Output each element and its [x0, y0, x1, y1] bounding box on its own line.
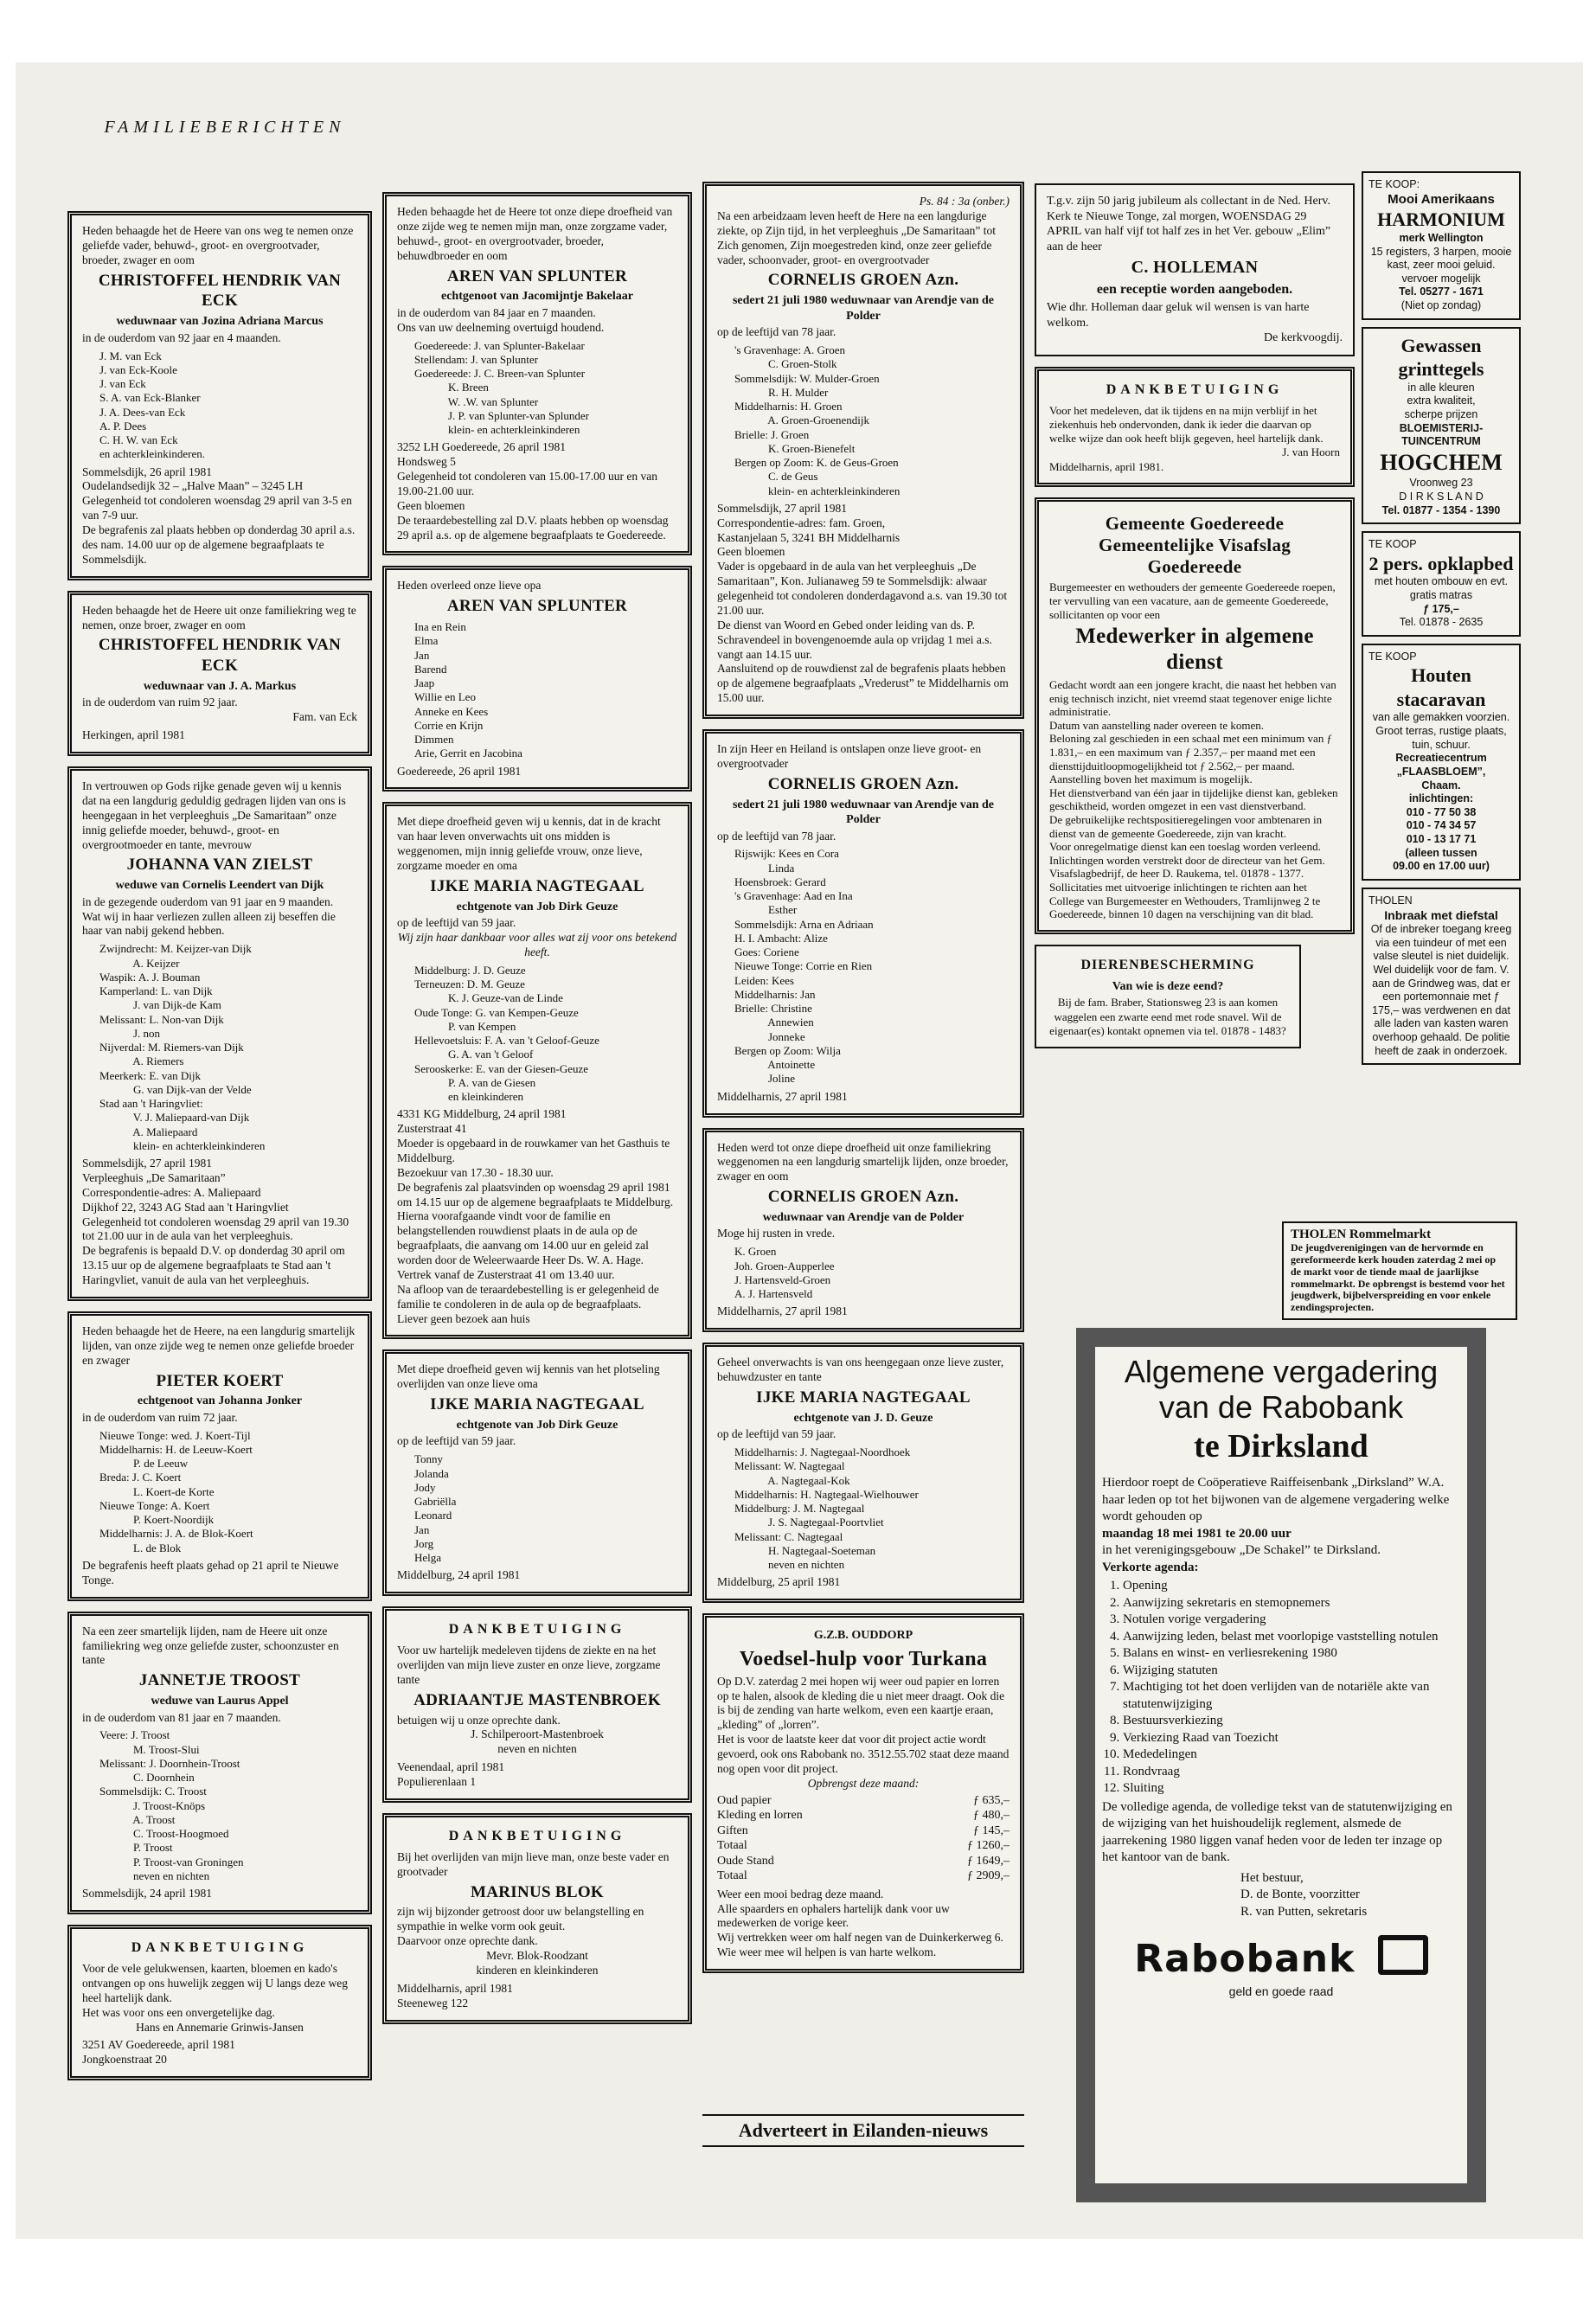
notice-subline: een receptie worden aangeboden. — [1096, 282, 1293, 297]
totals-row — [717, 1823, 1010, 1839]
notice-text-2: in de ouderdom van 92 jaar en 4 maanden. — [82, 330, 281, 344]
agenda-item: 2. Aanwijzing sekretaris en stemopnemers — [1123, 1595, 1460, 1612]
slogan: Adverteert in Eilanden-nieuws — [702, 2114, 1024, 2147]
notice-subline: weduwnaar van Jozina Adriana Marcus — [116, 315, 324, 329]
notice-text-2: zijn wij bijzonder getroost door uw belangstelling en sympathie in welke vorm ook geuit. Daarvoor onze oprechte dank. — [397, 1905, 644, 1948]
agenda-item: 6. Wijziging statuten — [1123, 1663, 1460, 1680]
classified-ad — [1362, 644, 1521, 881]
notice-family-list: Zwijndrecht: M. Keijzer-van Dijk A. Keijzer Waspik: A. J. Bouman Kamperland: L. van Dijk J. van Dijk-de Kam Melissant: L. Non-van Dijk J. non Nijverdal: M. Riemers-van Dijk A. Riemers Meerkerk: E. van Dijk G. van Dijk-van der Velde Stad aan 't Haringvliet: V. J. Maliepaard-van Dijk A. Maliepaard klein- en achterkleinkinderen — [99, 942, 266, 1152]
notice-box — [382, 1606, 692, 1803]
ad-text-2: merk Wellington — [1399, 231, 1484, 244]
agenda-item: 11. Rondvraag — [1123, 1764, 1460, 1781]
jubileum-notice — [1035, 183, 1355, 356]
notice-name: IJKE MARIA NAGTEGAAL — [756, 1388, 971, 1407]
notice-family-list: Rijswijk: Kees en Cora Linda Hoensbroek: Gerard 's Gravenhage: Aad en Ina Esther Sommelsdijk: Arna en Adriaan H. I. Ambacht: Alize Goes: Coriene Nieuwe Tonge: Corrie en Rien Leiden: Kees Middelharnis: Jan Brielle: Christine Annewien Jonneke Bergen op Zoom: Wilja Antoinette Joline — [734, 847, 874, 1086]
notice-text: Voor het medeleven, dat ik tijdens en na mijn verblijf in het ziekenhuis heb ondervonden, dank ik ieder die daarvan op welke wijze dan ook heeft blijk gegeven, heel hartelijk dank. — [1049, 403, 1324, 445]
ad-title-2: HOGCHEM — [1380, 449, 1503, 475]
ad-title: HARMONIUM — [1377, 208, 1505, 231]
notice-title: DANKBETUIGING — [1106, 381, 1284, 397]
notice-text-2: Moge hij rusten in vrede. — [717, 1227, 836, 1240]
notice-footer: Middelharnis, 27 april 1981 — [717, 1089, 848, 1103]
ad-heading: TE KOOP — [1368, 538, 1417, 551]
notice-subline: Van wie is deze eend? — [1112, 979, 1224, 993]
totals-value: ƒ 635,– — [973, 1793, 1010, 1807]
notice-text-2: in de ouderdom van ruim 72 jaar. — [82, 1410, 238, 1424]
notice-title: DANKBETUIGING — [448, 1828, 626, 1843]
notice-subline: sedert 21 juli 1980 weduwnaar van Arendje van de Polder — [732, 798, 995, 826]
agenda-item: 7. Machtiging tot het doen verlijden van de notariële akte van statutenwijziging — [1123, 1679, 1460, 1713]
notice-text: In zijn Heer en Heiland is ontslapen onze lieve groot- en overgrootvader — [717, 742, 982, 770]
totals-value: ƒ 1649,– — [967, 1854, 1010, 1868]
notice-box — [382, 192, 692, 555]
totals-label: Totaal — [717, 1839, 747, 1853]
totals-row — [717, 1808, 1010, 1823]
notice-text: Voor uw hartelijk medeleven tijdens de ziekte en na het overlijden van mijn lieve zuster en onze lieve, zorgzame tante — [397, 1644, 661, 1686]
vacancy-job: Medewerker in algemene dienst — [1075, 625, 1314, 675]
notice-name: CORNELIS GROEN Azn. — [767, 1188, 959, 1207]
notice-family-list: J. M. van Eck J. van Eck-Koole J. van Eck S. A. van Eck-Blanker J. A. Dees-van Eck A. P. Dees C. H. W. van Eck en achterkleinkinderen. — [99, 349, 205, 461]
ad-text: met houten ombouw en evt. gratis matras — [1374, 575, 1509, 601]
vacancy-title: Gemeente Goedereede Gemeentelijke Visafslag Goedereede — [1098, 512, 1292, 578]
notice-title: Voedsel-hulp voor Turkana — [739, 1647, 988, 1670]
notice-signature: Mevr. Blok-Roodzant kinderen en kleinkinderen — [476, 1949, 599, 1977]
notice-text-2: in de gezegende ouderdom van 91 jaar en 9 maanden. Wat wij in haar verliezen zullen alleen zij beseffen die haar van nabij gekend hebben. — [82, 894, 336, 938]
ad-text-3: Tel. 01878 - 2635 — [1399, 616, 1484, 629]
column-2 — [382, 192, 692, 2024]
notice-name: ADRIAANTJE MASTENBROEK — [413, 1690, 661, 1709]
notice-family-list: Nieuwe Tonge: wed. J. Koert-Tijl Middelharnis: H. de Leeuw-Koert P. de Leeuw Breda: J. C. Koert L. Koert-de Korte Nieuwe Tonge: A. Koert P. Koert-Noordijk Middelharnis: J. A. de Blok-Koert L. de Blok — [99, 1428, 253, 1554]
notice-subline: echtgenoot van Johanna Jonker — [137, 1394, 303, 1408]
ad-heading: TE KOOP: — [1368, 178, 1420, 190]
notice-box — [702, 1613, 1024, 1973]
notice-signature: J. van Hoorn — [1282, 445, 1340, 459]
ad-text: in alle kleuren extra kwaliteit, scherpe prijzen — [1404, 381, 1478, 420]
rommel-text: De jeugdverenigingen van de hervormde en gereformeerde kerk houden zaterdag 2 mei op de markt voor de tiende maal de jaarlijkse rommelmarkt. De opbrengst is bestemd voor het jeugdwerk, bijbelverspreiding en voor enkele zendingsprojecten. — [1291, 1241, 1505, 1314]
ad-subheading: Inbraak met diefstal — [1384, 907, 1498, 922]
vacancy-notice — [1035, 497, 1355, 934]
totals-label: Oude Stand — [717, 1854, 774, 1868]
notice-text-2: Wie dhr. Holleman daar geluk wil wensen is van harte welkom. — [1047, 301, 1310, 330]
notice-box — [67, 766, 372, 1301]
rabobank-notice: De volledige agenda, de volledige tekst van de statutenwijziging en de wijziging van het huishoudelijk reglement, alsmede de jaarrekening 1980 liggen vanaf heden voor de leden ter inzage op het kantoor van de bank. — [1102, 1799, 1452, 1865]
notice-family-list: Ina en Rein Elma Jan Barend Jaap Willie en Leo Anneke en Kees Corrie en Krijn Dimmen Arie, Gerrit en Jacobina — [414, 620, 522, 760]
notice-box — [67, 591, 372, 756]
classified-ad — [1362, 171, 1521, 320]
notice-text-2: op de leeftijd van 59 jaar. — [397, 916, 516, 930]
ad-text-2: ƒ 175,– — [1423, 602, 1459, 615]
rommel-heading: THOLEN Rommelmarkt — [1291, 1227, 1432, 1241]
notice-text-2: betuigen wij u onze oprechte dank. — [397, 1713, 561, 1727]
notice-name: C. HOLLEMAN — [1131, 258, 1259, 277]
notice-ps: Ps. 84 : 3a (onber.) — [919, 195, 1010, 208]
notice-box — [67, 1612, 372, 1914]
notice-family-list: Middelharnis: J. Nagtegaal-Noordhoek Melissant: W. Nagtegaal A. Nagtegaal-Kok Middelharnis: H. Nagtegaal-Wielhouwer Middelburg: J. M. Nagtegaal J. S. Nagtegaal-Poortvliet Melissant: C. Nagtegaal H. Nagtegaal-Soeteman neven en nichten — [734, 1445, 919, 1571]
ad-note: (Niet op zondag) — [1401, 299, 1482, 311]
notice-text: T.g.v. zijn 50 jarig jubileum als collectant in de Ned. Herv. Kerk te Nieuwe Tonge, zal morgen, WOENSDAG 29 APRIL van half vijf tot half zes in het Ver. gebouw „Elim” aan de heer — [1047, 195, 1331, 253]
notice-footer: Sommelsdijk, 24 april 1981 — [82, 1887, 212, 1900]
notice-box — [382, 566, 692, 792]
notice-text: Na een zeer smartelijk lijden, nam de Heere uit onze familiekring weg onze geliefde zuster, schoonzuster en tante — [82, 1624, 339, 1667]
notice-name: CORNELIS GROEN Azn. — [767, 271, 959, 290]
notice-footer: Middelburg, 25 april 1981 — [717, 1575, 841, 1589]
notice-text: Voor de vele gelukwensen, kaarten, bloemen en kado's ontvangen op ons huwelijk zeggen wij U langs deze weg heel hartelijk dank. Het was voor ons een onvergetelijke dag. — [82, 1962, 349, 2019]
notice-box — [382, 802, 692, 1339]
notice-footer: 3251 AV Goedereede, april 1981 Jongkoenstraat 20 — [82, 2038, 235, 2067]
agenda-item: 5. Balans en winst- en verliesrekening 1980 — [1123, 1645, 1460, 1663]
classified-ad — [1362, 888, 1521, 1065]
agenda-title: Verkorte agenda: — [1102, 1560, 1199, 1574]
notice-family-list: K. Groen Joh. Groen-Aupperlee J. Hartensveld-Groen A. J. Hartensveld — [734, 1245, 835, 1300]
notice-signature: Hans en Annemarie Grinwis-Jansen — [136, 2020, 304, 2034]
notice-footer: Middelharnis, 27 april 1981 — [717, 1304, 848, 1318]
notice-name: IJKE MARIA NAGTEGAAL — [430, 876, 644, 895]
notice-footer: Middelburg, 24 april 1981 — [397, 1568, 521, 1582]
notice-name: AREN VAN SPLUNTER — [446, 597, 628, 616]
ad-text: van alle gemakken voorzien. Groot terras, rustige plaats, tuin, schuur. — [1372, 711, 1510, 751]
column-3 — [702, 182, 1024, 1973]
notice-text: Heden behaagde het de Heere van ons weg te nemen onze geliefde vader, behuwd-, groot- en overgrootvader, broeder, zwager en oom — [82, 224, 354, 266]
notice-subtitle: Opbrengst deze maand: — [807, 1776, 920, 1790]
ad-title: Houten stacaravan — [1396, 664, 1486, 710]
rabobank-logo-text: Rabobank — [1134, 1937, 1356, 1982]
notice-subline: weduwnaar van Arendje van de Polder — [762, 1210, 965, 1224]
notice-text-2: in de ouderdom van 84 jaar en 7 maanden. Ons van uw deelneming overtuigd houdend. — [397, 305, 605, 334]
notice-footer: 4331 KG Middelburg, 24 april 1981 Zusterstraat 41 Moeder is opgebaard in de rouwkamer van het Gasthuis te Middelburg. Bezoekuur van 17.30 - 18.30 uur. De begrafenis zal plaatsvinden op woensdag 29 april 1981 om 14.15 uur op de algemene begraafplaats te Middelburg. Hierna voorafgaande vindt voor de familie en belangstellenden rouwdienst plaats in de aula op de begraafplaats, die aanvang om 14.00 uur en geleid zal worden door de Weleerwaarde Heer Ds. W. A. Hage. Vertrek vanaf de Zusterstraat 41 om 13.40 uur. Na afloop van de teraardebestelling is er gelegenheid de familie te condoleren in de aula op de begraafplaats. Liever geen bezoek aan huis — [397, 1107, 674, 1325]
rabobank-title-1: Algemene vergadering — [1124, 1354, 1439, 1389]
agenda-item: 4. Aanwijzing leden, belast met voorlopige vaststelling notulen — [1123, 1629, 1460, 1646]
notice-subline: weduwe van Laurus Appel — [151, 1695, 289, 1708]
dierenbescherming-notice — [1035, 945, 1301, 1048]
notice-box — [382, 1349, 692, 1596]
column-5 — [1362, 171, 1521, 1065]
classified-ad — [1362, 531, 1521, 637]
vacancy-intro: Burgemeester en wethouders der gemeente Goedereede roepen, ter vervulling van een vacature, aan de gemeente Goedereede, sollicitanten op voor een — [1049, 580, 1336, 621]
rabobank-tagline: geld en goede raad — [1228, 1984, 1334, 1999]
notice-family-list: Tonny Jolanda Jody Gabriëlla Leonard Jan Jorg Helga — [414, 1452, 457, 1564]
notice-subline: echtgenote van J. D. Geuze — [793, 1411, 933, 1425]
section-header: FAMILIEBERICHTEN — [104, 118, 346, 137]
agenda-list — [1123, 1578, 1460, 1798]
notice-text: Na een arbeidzaam leven heeft de Here na een langdurige ziekte, op Zijn tijd, in het verpleeghuis „De Samaritaan” tot Zich genomen, Zijn moegestreden kind, onze zeer geliefde vader, schoonvader, groot- en overgrootvader — [717, 208, 997, 266]
tholen-rommelmarkt — [1282, 1221, 1517, 1320]
notice-box — [702, 182, 1024, 719]
notice-name: PIETER KOERT — [156, 1371, 284, 1390]
notice-text-2: in de ouderdom van 81 jaar en 7 maanden. — [82, 1710, 281, 1724]
ad-heading: TE KOOP — [1368, 650, 1417, 663]
classified-ad — [1362, 327, 1521, 525]
notice-footer: Goedereede, 26 april 1981 — [397, 764, 522, 778]
notice-title: DIERENBESCHERMING — [1080, 957, 1255, 972]
notice-text: Op D.V. zaterdag 2 mei hopen wij weer oud papier en lorren op te halen, alsook de kleding die u niet meer draagt. Ook die is bij de zending van harte welkom, even een kaartje eraan, „kleding” of „lorren”. Het is voor de laatste keer dat voor dit project actie wordt gevoerd, ook ons Rabobank no. 3512.55.702 staat deze maand nog open voor dit project. — [717, 1674, 1010, 1775]
notice-family-list: Goedereede: J. van Splunter-Bakelaar Stellendam: J. van Splunter Goedereede: J. C. Breen-van Splunter K. Breen W. .W. van Splunter J. P. van Splunter-van Splunder klein- en achterkleinkinderen — [414, 338, 589, 436]
rabobank-advertisement — [1076, 1328, 1486, 2202]
totals-row — [717, 1854, 1010, 1869]
notice-footer: Herkingen, april 1981 — [82, 728, 185, 742]
notice-subline: weduwe van Cornelis Leendert van Dijk — [115, 879, 324, 893]
notice-box — [67, 1925, 372, 2080]
notice-signature: J. Schilperoort-Mastenbroek neven en nichten — [471, 1727, 604, 1756]
notice-quote: Wij zijn haar dankbaar voor alles wat zij voor ons betekend heeft. — [397, 931, 677, 958]
notice-subline: sedert 21 juli 1980 weduwnaar van Arendje van de Polder — [732, 294, 995, 323]
notice-text: Met diepe droefheid geven wij u kennis, dat in de kracht van haar leven onverwachts uit ons midden is weggenomen, mijn innig geliefde vrouw, onze lieve, zorgzame moeder en oma — [397, 815, 661, 872]
totals-row — [717, 1868, 1010, 1884]
totals-value: ƒ 480,– — [973, 1809, 1010, 1823]
totals-label: Totaal — [717, 1869, 747, 1883]
ad-title: 2 pers. opklapbed — [1368, 552, 1514, 574]
notice-text: Heden overleed onze lieve opa — [397, 579, 542, 593]
dankbetuiging-notice — [1035, 367, 1355, 487]
notice-subline: echtgenote van Job Dirk Geuze — [456, 1418, 619, 1432]
notice-box — [702, 1343, 1024, 1603]
notice-subline: echtgenoot van Jacomijntje Bakelaar — [440, 290, 634, 304]
agenda-item: 1. Opening — [1123, 1578, 1460, 1595]
notice-text-2: op de leeftijd van 59 jaar. — [717, 1427, 836, 1441]
agenda-item: 10. Mededelingen — [1123, 1747, 1460, 1764]
totals-row — [717, 1838, 1010, 1854]
rabobank-intro: Hierdoor roept de Coöperatieve Raiffeisenbank „Dirksland” W.A. haar leden op tot het bijwonen van de algemene vergadering welke wordt gehouden op — [1102, 1476, 1450, 1524]
notice-box — [702, 1128, 1024, 1333]
ad-phone: Tel. 01877 - 1354 - 1390 — [1381, 503, 1501, 516]
vacancy-text: Gedacht wordt aan een jongere kracht, die naast het hebben van enig technisch inzicht, niet vreemd staat tegenover enige lichte administratie. Datum van aanstelling nader overeen te komen. Beloning zal geschieden in een schaal met een minimum van ƒ 1.831,– en een maximum van ƒ 2.357,– per maand met een diensttijduitloopmogelijkheid tot ƒ 2.562,– per maand. Aanstelling boven het maximum is mogelijk. Het dienstverband van één jaar in tijdelijke dienst kan, gebleken geschiktheid, worden omgezet in een vast dienstverband. De gebruikelijke rechtspositieregelingen voor ambtenaren in dienst van de gemeente Goedereede, zijn van kracht. Voor onregelmatige dienst kan een toeslag worden verleend. Inlichtingen worden verstrekt door de directeur van het Gem. Visafslagbedrijf, de heer D. Raukema, tel. 01878 - 1377. Sollicitaties met uitvoerige inlichtingen te richten aan het College van Burgemeester en Wethouders, Tramlijnweg 2 te Goedereede, binnen 10 dagen na verschijning van dit blad. — [1049, 678, 1338, 921]
totals-value: ƒ 1260,– — [967, 1839, 1010, 1853]
agenda-item: 3. Notulen vorige vergadering — [1123, 1612, 1460, 1629]
column-1 — [67, 211, 372, 2080]
notice-box — [382, 1813, 692, 2024]
rabobank-date: maandag 18 mei 1981 te 20.00 uur — [1102, 1526, 1292, 1541]
rabobank-title-3: te Dirksland — [1194, 1427, 1368, 1465]
notice-text-2: op de leeftijd van 59 jaar. — [397, 1434, 516, 1448]
totals-label: Kleding en lorren — [717, 1809, 803, 1823]
notice-name: JANNETJE TROOST — [138, 1671, 301, 1690]
ad-phone: Tel. 05277 - 1671 — [1399, 285, 1484, 298]
rabobank-title-2: van de Rabobank — [1158, 1389, 1404, 1426]
ad-text-2: Recreatiecentrum „FLAASBLOEM”, Chaam. inlichtingen: 010 - 77 50 38 010 - 74 34 57 010 - 13 17 71 (alleen tussen 09.00 en 17.00 uur) — [1393, 752, 1490, 873]
notice-family-list: Middelburg: J. D. Geuze Terneuzen: D. M. Geuze K. J. Geuze-van de Linde Oude Tonge: G. van Kempen-Geuze P. van Kempen Hellevoetsluis: F. A. van 't Geloof-Geuze G. A. van 't Geloof Serooskerke: E. van der Giesen-Geuze P. A. van de Giesen en kleinkinderen — [414, 963, 599, 1103]
notice-footer: Sommelsdijk, 26 april 1981 Oudelandsedijk 32 – „Halve Maan” – 3245 LH Gelegenheid tot condoleren woensdag 29 april van 3-5 en van 7-9 uur. De begrafenis zal plaats hebben op donderdag 30 april a.s. des nam. 14.00 uur op de algemene begraafplaats te Sommelsdijk. — [82, 465, 356, 566]
notice-footer: Middelharnis, april 1981 Steeneweg 122 — [397, 1981, 513, 2009]
notice-footer: Sommelsdijk, 27 april 1981 Verpleeghuis „De Samaritaan” Correspondentie-adres: A. Maliepaard Dijkhof 22, 3243 AG Stad aan 't Haringvliet Gelegenheid tot condoleren woensdag 29 april van 19.30 tot 21.00 uur in de aula van het verpleeghuis. De begrafenis is bepaald D.V. op donderdag 30 april om 13.15 uur op de algemene begraafplaats te Stad aan 't Haringvliet, vanuit de aula van het verpleeghuis. — [82, 1157, 349, 1286]
notice-text: Heden behaagde het de Heere tot onze diepe droefheid van onze zijde weg te nemen mijn man, onze zorgzame vader, behuwd-, groot- en overgrootvader, broeder, behuwdbroeder en oom — [397, 205, 673, 262]
notice-box — [702, 729, 1024, 1118]
rabobank-location: in het verenigingsgebouw „De Schakel” te Dirksland. — [1102, 1543, 1381, 1558]
notice-footer: 3252 LH Goedereede, 26 april 1981 Hondsweg 5 Gelegenheid tot condoleren van 15.00-17.00 uur en van 19.00-21.00 uur. Geen bloemen De teraardebestelling zal D.V. plaats hebben op woensdag 29 april a.s. op de algemene begraafplaats te Goedereede. — [397, 440, 669, 542]
notice-subline: echtgenote van Job Dirk Geuze — [456, 900, 619, 913]
column-4 — [1035, 183, 1355, 1048]
notice-footer: Weer een mooi bedrag deze maand. Alle spaarders en ophalers hartelijk dank voor uw medewerken de vorige keer. Wij vertrekken weer om half negen van de Duinkerkerweg 6. Wie weer mee wil helpen is van harte welkom. — [717, 1887, 1003, 1959]
notice-signature: De kerkvoogdij. — [1264, 331, 1343, 344]
notice-name: JOHANNA VAN ZIELST — [126, 856, 313, 875]
notice-text: Met diepe droefheid geven wij kennis van het plotseling overlijden van onze lieve oma — [397, 1362, 660, 1391]
ad-text: Mooi Amerikaans — [1388, 191, 1495, 207]
notice-subline: weduwnaar van J. A. Markus — [143, 679, 297, 693]
ad-text-2: BLOEMISTERIJ- TUINCENTRUM — [1399, 421, 1484, 448]
notice-text: Heden behaagde het de Heere, na een langdurig smartelijk lijden, van onze zijde weg te nemen onze geliefde broeder en zwager — [82, 1324, 356, 1367]
notice-org: G.Z.B. OUDDORP — [813, 1629, 913, 1643]
notice-footer: De begrafenis heeft plaats gehad op 21 april te Nieuwe Tonge. — [82, 1558, 339, 1586]
ad-text-3: Vroonweg 23 D I R K S L A N D — [1399, 477, 1484, 503]
notice-signature: Fam. van Eck — [292, 710, 357, 724]
totals-label: Oud papier — [717, 1793, 772, 1807]
notice-text-2: op de leeftijd van 78 jaar. — [717, 325, 836, 339]
notice-text-2: op de leeftijd van 78 jaar. — [717, 829, 836, 843]
notice-box — [67, 1311, 372, 1601]
ad-text: Of de inbreker toegang kreeg via een tuindeur of met een valse sleutel is niet duidelijk. Wel duidelijk voor de fam. V. aan de Grindweg was, dat er een portemonnaie met ƒ 175,– was verdwenen en dat alle laden van kasten waren overhoop gehaald. De politie heeft de zaak in onderzoek. — [1370, 923, 1512, 1057]
totals-table — [717, 1793, 1010, 1884]
notice-footer: Veenendaal, april 1981 Populierenlaan 1 — [397, 1760, 505, 1788]
ad-title: Gewassen grinttegels — [1398, 334, 1484, 381]
rabobank-logo — [1102, 1934, 1460, 1984]
ad-text-3: 15 registers, 3 harpen, mooie kast, zeer mooi geluid. vervoer mogelijk — [1370, 245, 1512, 285]
notice-title: DANKBETUIGING — [448, 1622, 626, 1638]
notice-text: In vertrouwen op Gods rijke genade geven wij u kennis dat na een langdurig geduldig gedragen lijden van ons is heengegaan in het verpleeghuis „De Samaritaan” onze innig geliefde moeder, behuwd-, groot- en overgrootmoeder en tante, mevrouw — [82, 779, 346, 851]
totals-label: Giften — [717, 1823, 748, 1837]
ad-heading: THOLEN — [1368, 894, 1413, 907]
notice-text: Bij de fam. Braber, Stationsweg 23 is aan komen waggelen een zwarte eend met rode snavel. Wil de eigenaar(es) kontakt opnemen via tel. 01878 - 1483? — [1049, 996, 1286, 1037]
rabobank-logo-icon — [1378, 1935, 1428, 1975]
notice-name: CHRISTOFFEL HENDRIK VAN ECK — [98, 271, 342, 311]
notice-box — [67, 211, 372, 580]
rabobank-signature: Het bestuur, D. de Bonte, voorzitter R. van Putten, sekretaris — [1240, 1870, 1368, 1919]
notice-name: CHRISTOFFEL HENDRIK VAN ECK — [98, 636, 342, 676]
notice-text: Heden werd tot onze diepe droefheid uit onze familiekring weggenomen na een langdurig smartelijk lijden, onze broeder, zwager en oom — [717, 1140, 1009, 1183]
notice-text: Heden behaagde het de Heere uit onze familiekring weg te nemen, onze broer, zwager en oom — [82, 603, 356, 631]
agenda-item: 9. Verkiezing Raad van Toezicht — [1123, 1730, 1460, 1747]
notice-name: CORNELIS GROEN Azn. — [767, 774, 959, 793]
notice-text: Bij het overlijden van mijn lieve man, onze beste vader en grootvader — [397, 1849, 670, 1878]
notice-name: AREN VAN SPLUNTER — [446, 266, 628, 285]
totals-row — [717, 1793, 1010, 1809]
notice-text-2: in de ouderdom van ruim 92 jaar. — [82, 695, 238, 709]
notice-footer: Sommelsdijk, 27 april 1981 Correspondentie-adres: fam. Groen, Kastanjelaan 5, 3241 BH Middelharnis Geen bloemen Vader is opgebaard in de aula van het verpleeghuis „De Samaritaan”, Kon. Julianaweg 59 te Sommelsdijk: alwaar gelegenheid tot condoleren donderdagavond a.s. van 19.30 tot 21.00 uur. De dienst van Woord en Gebed onder leiding van ds. P. Schravendeel in bovengenoemde aula op vrijdag 1 mei a.s. vangt aan 14.15 uur. Aansluitend op de rouwdienst zal de begrafenis plaats hebben op de algemene begraafplaats „Vrederust” te Middelharnis om 15.00 uur. — [717, 501, 1009, 705]
notice-title: DANKBETUIGING — [131, 1940, 309, 1955]
notice-name: IJKE MARIA NAGTEGAAL — [430, 1395, 644, 1414]
notice-family-list: Veere: J. Troost M. Troost-Slui Melissant: J. Doornhein-Troost C. Doornhein Sommelsdijk: C. Troost J. Troost-Knöps A. Troost C. Troost-Hoogmoed P. Troost P. Troost-van Groningen neven en nichten — [99, 1728, 244, 1882]
notice-footer: Middelharnis, april 1981. — [1049, 459, 1164, 473]
notice-family-list: 's Gravenhage: A. Groen C. Groen-Stolk Sommelsdijk: W. Mulder-Groen R. H. Mulder Middelharnis: H. Groen A. Groen-Groenendijk Brielle: J. Groen K. Groen-Bienefelt Bergen op Zoom: K. de Geus-Groen C. de Geus klein- en achterkleinkinderen — [734, 343, 901, 497]
notice-text: Geheel onverwachts is van ons heengegaan onze lieve zuster, behuwdzuster en tante — [717, 1356, 1004, 1383]
agenda-item: 12. Sluiting — [1123, 1780, 1460, 1798]
agenda-item: 8. Bestuursverkiezing — [1123, 1713, 1460, 1730]
notice-name: MARINUS BLOK — [470, 1882, 605, 1901]
totals-value: ƒ 2909,– — [967, 1869, 1010, 1883]
totals-value: ƒ 145,– — [973, 1823, 1010, 1837]
